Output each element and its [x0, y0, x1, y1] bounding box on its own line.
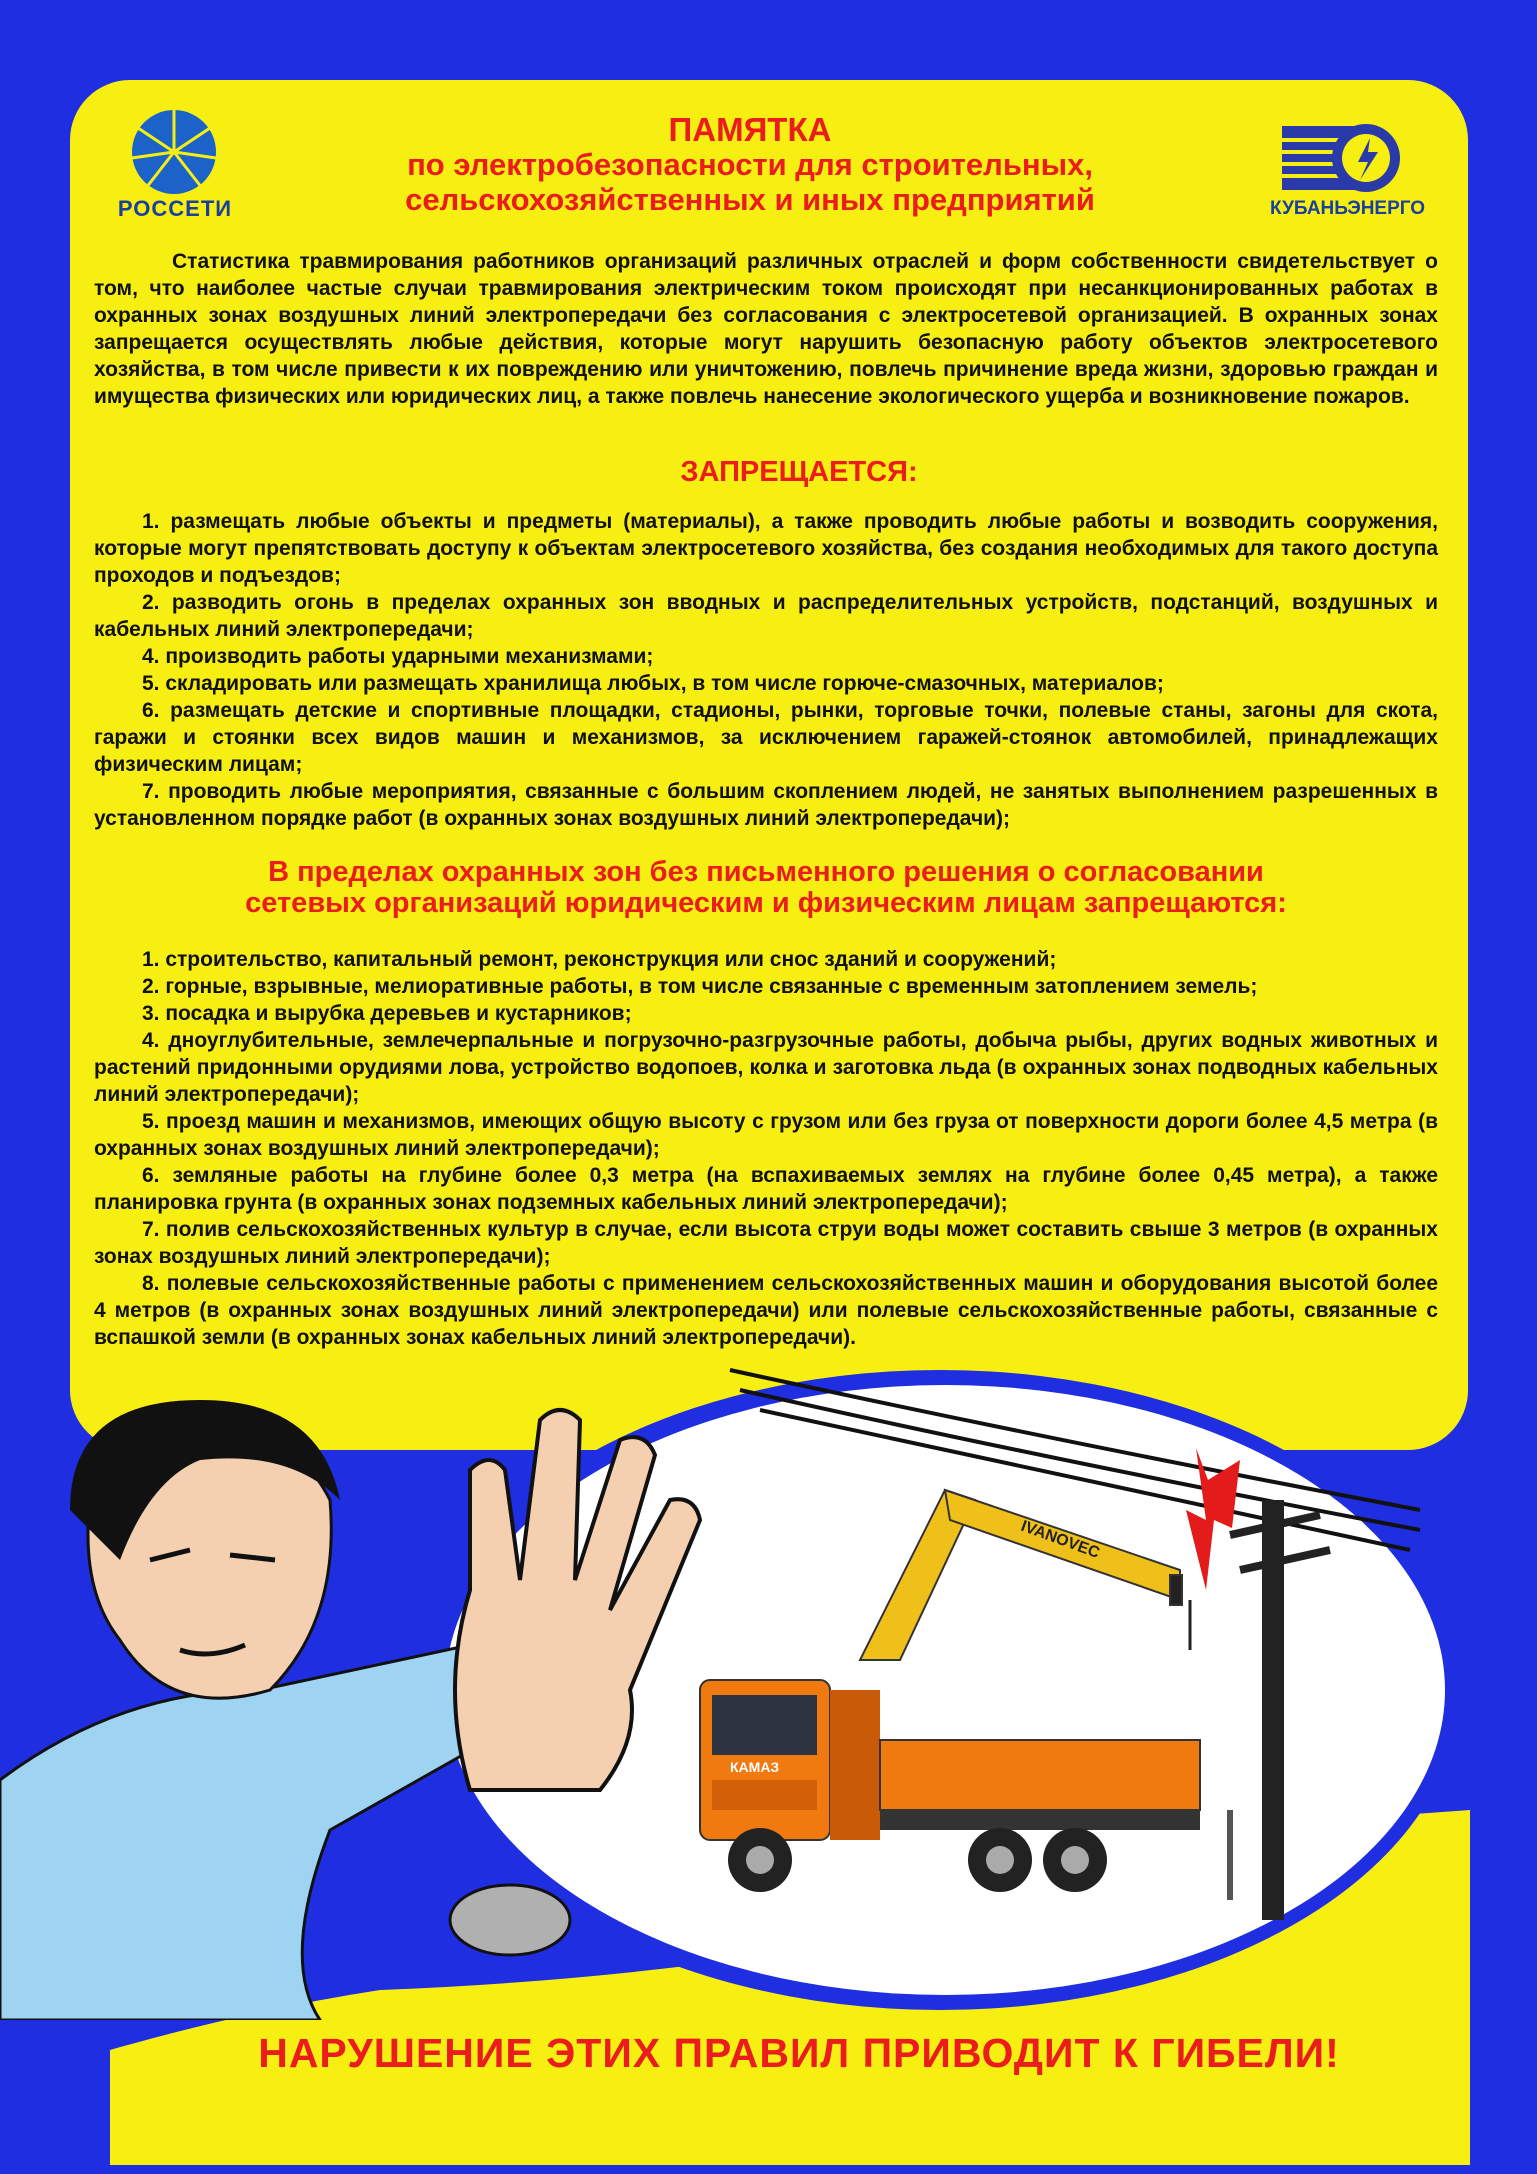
illustration — [0, 1360, 1537, 2020]
forbidden-list — [94, 508, 1438, 832]
truck-brand: КАМАЗ — [730, 1759, 780, 1775]
kubanenergo-logo-label: КУБАНЬЭНЕРГО — [1270, 198, 1426, 219]
zone-list — [94, 946, 1438, 1351]
crane-brand: IVANOVEC — [1018, 1517, 1102, 1562]
list-item: 6. земляные работы на глубине более 0,3 метра (на вспахиваемых землях на глубине более 0,45 метра), а также планировка грунта (в охранных зонах подземных кабельных линий электропередачи); — [94, 1164, 1438, 1214]
list-item: 7. проводить любые мероприятия, связанные с большим скоплением людей, не занятых выполнением разрешенных в установленном порядке работ (в охранных зонах воздушных линий электропередачи); — [94, 780, 1438, 830]
rosseti-logo-label: РОССЕТИ — [117, 196, 233, 221]
list-item: 8. полевые сельскохозяйственные работы с применением сельскохозяйственных машин и оборудования высотой более 4 метров (в охранных зонах воздушных линий электропередачи) или полевые сельскохозяйственные работы, связанные с вспашкой земли (в охранных зонах кабельных линий электропередачи). — [94, 1272, 1438, 1349]
kubanenergo-logo-icon — [1282, 118, 1412, 198]
intro-text: Статистика травмирования работников организаций различных отраслей и форм собственности свидетельствует о том, что наиболее частые случаи травмирования электрическим током происходят при несанкционированных работах в охранных зонах воздушных линий электропередачи без согласования с электросетевой организацией. В охранных зонах запрещается осуществлять любые действия, которые могут нарушить безопасную работу объектов электросетевого хозяйства, в том числе привести к их повреждению или уничтожению, повлечь причинение вреда жизни, здоровью граждан и имущества физических или юридических лиц, а также повлечь нанесение экологического ущерба и возникновение пожаров. — [94, 250, 1438, 408]
list-item: 2. разводить огонь в пределах охранных зон вводных и распределительных устройств, подстанций, воздушных и кабельных линий электропередачи; — [94, 591, 1438, 641]
list-item: 7. полив сельскохозяйственных культур в случае, если высота струи воды может составить свыше 3 метров (в охранных зонах воздушных линий электропередачи); — [94, 1218, 1438, 1268]
title-line-3: сельскохозяйственных и иных предприятий — [405, 182, 1095, 217]
list-item: 5. проезд машин и механизмов, имеющих общую высоту с грузом или без груза от поверхности дороги более 4,5 метра (в охранных зонах воздушных линий электропередачи); — [94, 1110, 1438, 1160]
warning-slogan: НАРУШЕНИЕ ЭТИХ ПРАВИЛ ПРИВОДИТ К ГИБЕЛИ! — [258, 2030, 1340, 2076]
list-item: 6. размещать детские и спортивные площадки, стадионы, рынки, торговые точки, полевые станы, загоны для скота, гаражи и стоянки всех видов машин и механизмов, за исключением гаражей-стоянок автомобилей, принадлежащих физическим лицам; — [94, 699, 1438, 776]
list-item: 4. производить работы ударными механизмами; — [142, 645, 654, 668]
title-line-2: по электробезопасности для строительных, — [407, 147, 1093, 182]
zone-heading — [94, 857, 1438, 919]
list-item: 2. горные, взрывные, мелиоративные работы, в том числе связанные с временным затоплением земель; — [142, 975, 1258, 998]
list-item: 3. посадка и вырубка деревьев и кустарников; — [142, 1002, 632, 1025]
page-title — [250, 112, 1250, 217]
intro-paragraph — [94, 248, 1438, 410]
zone-heading-line-1: В пределах охранных зон без письменного решения о согласовании — [268, 856, 1264, 888]
list-item: 4. дноуглубительные, землечерпальные и погрузочно-разгрузочные работы, добыча рыбы, других водных животных и растений придонными орудиями лова, устройство водопоев, колка и заготовка льда (в охранных зонах подводных кабельных линий электропередачи); — [94, 1029, 1438, 1106]
zone-heading-line-2: сетевых организаций юридическим и физическим лицам запрещаются: — [245, 887, 1287, 919]
title-line-1: ПАМЯТКА — [668, 111, 832, 148]
list-item: 1. размещать любые объекты и предметы (материалы), а также проводить любые работы и возводить сооружения, которые могут препятствовать доступу к объектам электросетевого хозяйства, без создания необходимых для такого доступа проходов и подъездов; — [94, 510, 1438, 587]
forbidden-heading: ЗАПРЕЩАЕТСЯ: — [680, 456, 918, 488]
list-item: 5. складировать или размещать хранилища любых, в том числе горюче-смазочных, материалов; — [142, 672, 1164, 695]
list-item: 1. строительство, капитальный ремонт, реконструкция или снос зданий и сооружений; — [142, 948, 1057, 971]
